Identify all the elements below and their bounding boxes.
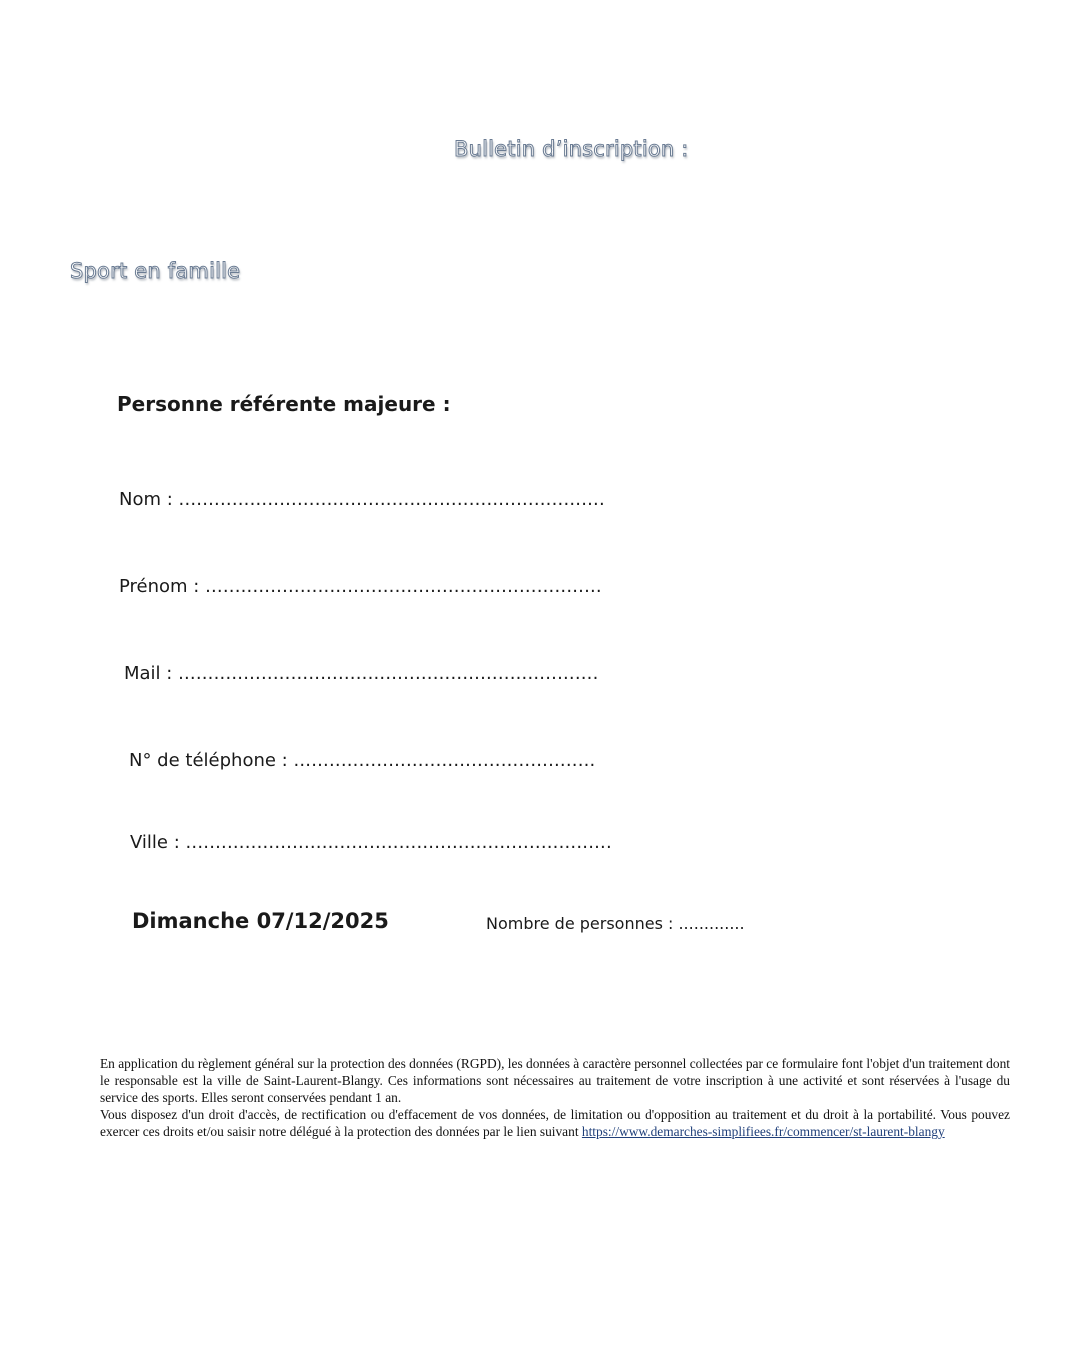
persons-count-label: Nombre de personnes : [486,914,679,933]
rgpd-contact-link[interactable]: https://www.demarches-simplifiees.fr/commencer/st-laurent-blangy [581,1124,945,1139]
mail-blank-line[interactable]: ....................................................................... [178,663,599,684]
rgpd-notice [100,1055,1010,1140]
persons-count-field[interactable] [486,914,745,933]
nom-field[interactable] [119,489,605,510]
event-name: Sport en famille [70,259,241,283]
mail-field[interactable] [124,663,599,684]
ville-field[interactable] [130,832,612,853]
prenom-blank-line[interactable]: ................................................................... [205,576,602,597]
telephone-field[interactable] [129,750,595,771]
document-title: Bulletin d’inscription : [454,137,689,161]
event-date: Dimanche 07/12/2025 [132,909,389,933]
nom-label: Nom : [119,489,179,510]
telephone-label: N° de téléphone : [129,750,294,771]
nom-blank-line[interactable]: ........................................................................ [178,489,605,510]
ville-label: Ville : [130,832,186,853]
rgpd-paragraph-2 [100,1106,1010,1140]
rgpd-paragraph-1: En application du règlement général sur la protection des données (RGPD), les données à caractère personnel collectées par ce formulaire font l'objet d'un traitement dont le responsable est la ville de Saint-Laurent-Blangy. Ces informations sont nécessaires au traitement de votre inscription à une activité et sont réservées à l'usage du service des sports. Elles seront conservées pendant 1 an. [100,1056,1010,1105]
telephone-blank-line[interactable]: ................................................... [293,750,596,771]
prenom-field[interactable] [119,576,602,597]
section-heading: Personne référente majeure : [117,392,451,416]
ville-blank-line[interactable]: ........................................................................ [185,832,612,853]
rgpd-paragraph-2-text: Vous disposez d'un droit d'accès, de rectification ou d'effacement de vos données, de limitation ou d'opposition au traitement et du droit à la portabilité. Vous pouvez exercer ces droits et/ou saisir notre délégué à la protection des données par le lien suivant [100,1107,1010,1139]
mail-label: Mail : [124,663,179,684]
prenom-label: Prénom : [119,576,206,597]
persons-count-blank-line[interactable]: ............. [678,914,745,933]
